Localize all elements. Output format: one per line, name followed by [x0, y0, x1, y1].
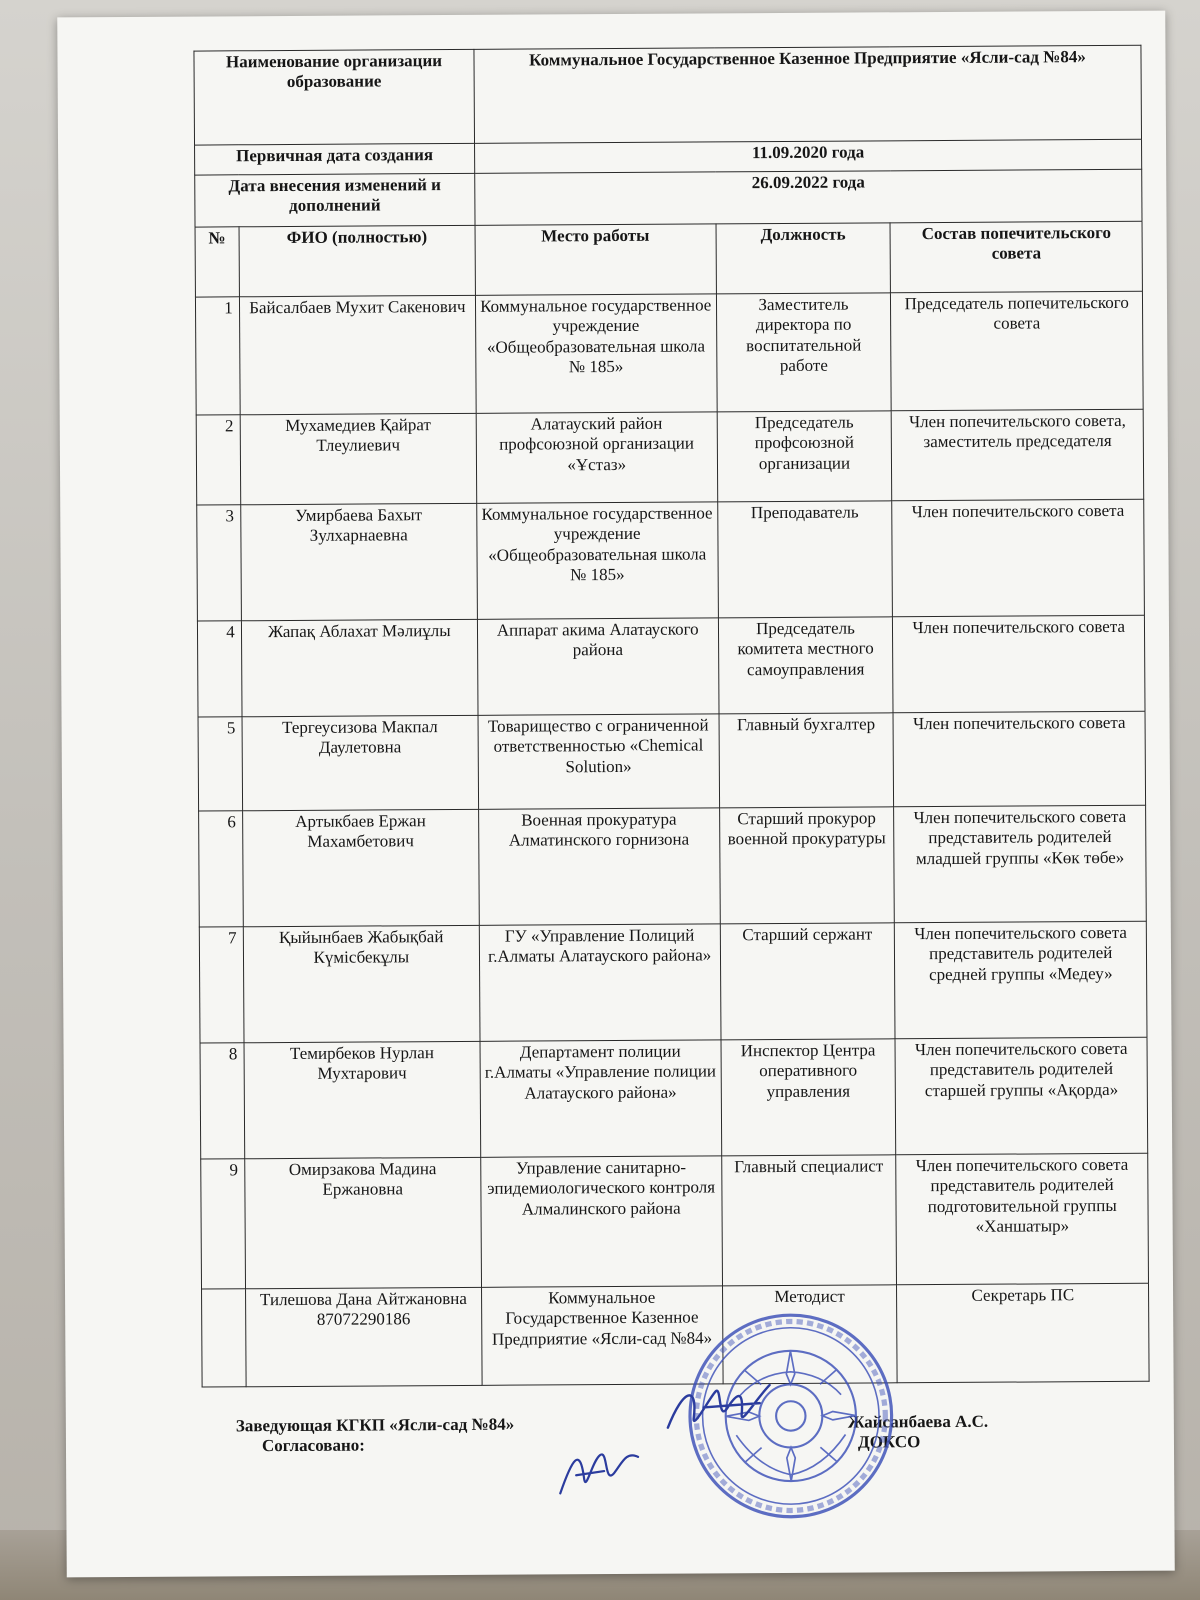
row-fio: Тилешова Дана Айтжановна 87072290186: [245, 1287, 482, 1386]
created-label: Первичная дата создания: [195, 143, 475, 175]
changes-row: [195, 169, 1142, 227]
department-name: ДОКСО: [857, 1432, 921, 1452]
agreed-label: Согласовано:: [261, 1435, 365, 1456]
row-num: 6: [199, 811, 243, 927]
col-position-header: Должность: [716, 223, 891, 294]
row-num: 5: [198, 717, 242, 811]
row-fio: Қыйынбаев Жабықбай Күмісбекұлы: [243, 925, 480, 1042]
row-num: 9: [201, 1159, 246, 1289]
row-num: 7: [199, 927, 243, 1043]
row-num: 1: [195, 297, 239, 415]
row-role: Член попечительского совета представитель родителей младшей группы «Көк төбе»: [894, 805, 1146, 923]
row-fio: Артыкбаев Ержан Махамбетович: [242, 809, 479, 926]
head-title: Заведующая КГКП «Ясли-сад №84»: [235, 1414, 515, 1436]
approval-signature-icon: [554, 1439, 644, 1500]
row-work: Департамент полиции г.Алматы «Управление полиции Алатауского района»: [480, 1040, 721, 1157]
row-fio: Байсалбаев Мухит Сакенович: [239, 295, 476, 414]
head-signature-icon: [664, 1377, 774, 1438]
row-fio: Тергеусизова Макпал Даулетовна: [242, 715, 479, 810]
col-fio-header: ФИО (полностью): [239, 225, 476, 296]
row-num: 4: [197, 621, 241, 717]
created-value: 11.09.2020 года: [474, 139, 1141, 173]
col-num-header: №: [195, 227, 239, 297]
document-page: [57, 11, 1175, 1578]
row-work: Управление санитарно-эпидемиологического контроля Алмалинского района: [481, 1156, 722, 1287]
row-role: Член попечительского совета представитель родителей подготовительной группы «Ханшатыр»: [896, 1153, 1148, 1285]
trustee-council-table: [193, 45, 1149, 1388]
table-row: [198, 711, 1146, 811]
org-label: Наименование организации образование: [194, 49, 475, 145]
row-num: 8: [200, 1043, 244, 1159]
table-row: [199, 805, 1147, 927]
row-work: Товарищество с ограниченной ответственностью «Chemical Solution»: [478, 714, 719, 809]
row-num: [202, 1289, 246, 1387]
row-work: Коммунальное государственное учреждение «Общеобразовательная школа № 185»: [477, 502, 718, 619]
changes-label: Дата внесения изменений и дополнений: [195, 173, 475, 227]
column-header-row: [195, 221, 1142, 297]
row-position: Старший сержант: [720, 923, 896, 1040]
table-row: [197, 499, 1145, 621]
row-position: Старший прокурор военной прокуратуры: [719, 807, 895, 924]
row-work: Коммунальное Государственное Казенное Предприятие «Ясли-сад №84»: [481, 1286, 722, 1385]
row-position: Председатель комитета местного самоуправления: [718, 617, 894, 714]
row-position: Инспектор Центра оперативного управления: [721, 1039, 897, 1156]
row-fio: Жапақ Аблахат Мәлиұлы: [241, 619, 478, 716]
row-position: Председатель профсоюзной организации: [717, 411, 892, 502]
table-row: [196, 409, 1144, 505]
col-role-header: Состав попечительского совета: [890, 221, 1142, 293]
row-work: Аппарат акима Алатауского района: [477, 618, 718, 715]
table-row: [199, 921, 1147, 1043]
row-position: Методист: [722, 1285, 898, 1384]
org-value: Коммунальное Государственное Казенное Предприятие «Ясли-сад №84»: [474, 45, 1142, 143]
row-work: ГУ «Управление Полиций г.Алматы Алатауского района»: [479, 924, 720, 1041]
row-num: 3: [197, 505, 241, 621]
row-fio: Умирбаева Бахыт Зулхарнаевна: [240, 503, 477, 620]
row-fio: Мухамедиев Қайрат Тлеулиевич: [240, 413, 477, 504]
row-role: Член попечительского совета представитель родителей старшей группы «Ақорда»: [895, 1037, 1147, 1155]
row-role: Секретарь ПС: [897, 1283, 1149, 1383]
changes-value: 26.09.2022 года: [475, 169, 1142, 225]
row-role: Член попечительского совета представитель родителей средней группы «Медеу»: [895, 921, 1147, 1039]
row-position: Главный бухгалтер: [719, 713, 895, 808]
head-name: Жайсанбаева А.С.: [847, 1411, 989, 1432]
row-role: Член попечительского совета: [893, 711, 1145, 807]
row-work: Коммунальное государственное учреждение «Общеобразовательная школа № 185»: [475, 294, 716, 413]
org-row: [194, 45, 1142, 145]
row-position: Преподаватель: [717, 501, 893, 618]
row-work: Военная прокуратура Алматинского горнизона: [479, 808, 720, 925]
row-num: 2: [196, 415, 240, 505]
row-position: Заместитель директора по воспитательной работе: [716, 293, 892, 412]
row-position: Главный специалист: [721, 1155, 897, 1286]
table-row: [197, 615, 1145, 717]
table-row: [201, 1153, 1149, 1289]
row-fio: Темирбеков Нурлан Мухтарович: [244, 1041, 481, 1158]
table-row: [200, 1037, 1148, 1159]
row-role: Член попечительского совета, заместитель председателя: [892, 409, 1144, 501]
table-row: [195, 291, 1143, 415]
row-fio: Омирзакова Мадина Ержановна: [244, 1157, 481, 1288]
row-role: Председатель попечительского совета: [891, 291, 1143, 411]
row-role: Член попечительского совета: [893, 615, 1145, 713]
col-work-header: Место работы: [475, 224, 716, 295]
row-role: Член попечительского совета: [892, 499, 1144, 617]
row-work: Алатауский район профсоюзной организации «Ұстаз»: [476, 412, 717, 503]
